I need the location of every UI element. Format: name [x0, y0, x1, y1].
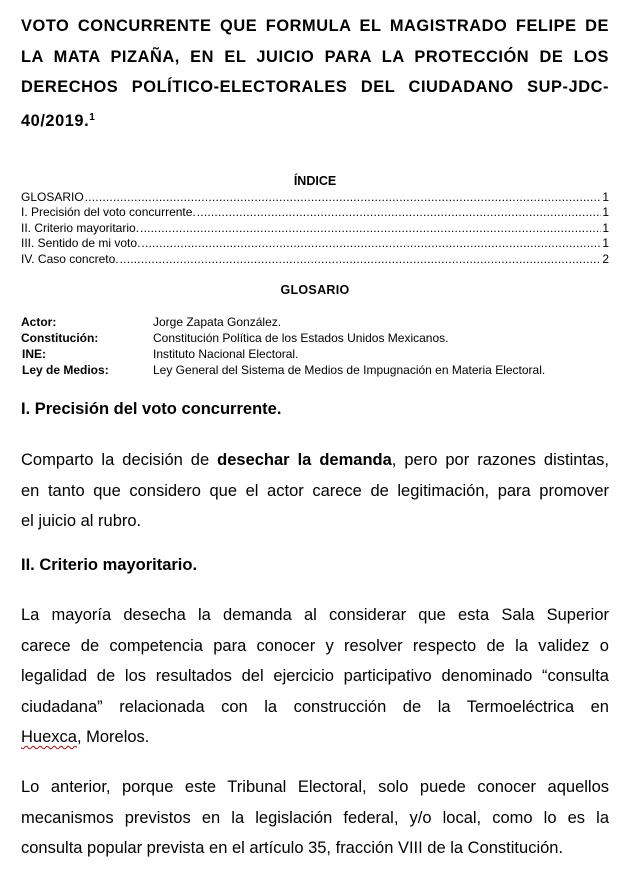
toc-page-number: 1 — [602, 190, 609, 204]
toc-page-number: 1 — [602, 220, 609, 235]
toc-entry-caso[interactable] — [21, 252, 609, 267]
title-line: LA MATA PIZAÑA, EN EL JUICIO PARA LA PROTECCIÓN DE LOS — [21, 47, 609, 66]
glossary-definition: Jorge Zapata González. — [153, 315, 282, 329]
paragraph-line: carece de competencia para conocer y resolver respecto de la validez o — [21, 636, 609, 655]
paragraph-line: ciudadana” relacionada con la construcción de la Termoeléctrica en — [21, 697, 609, 716]
footnote-mark: 1 — [89, 111, 96, 123]
paragraph-line: Lo anterior, porque este Tribunal Electoral, solo puede conocer aquellos — [21, 778, 609, 796]
toc-entry-precision[interactable] — [21, 205, 609, 220]
toc-leader — [140, 221, 601, 235]
glossary-definition: Instituto Nacional Electoral. — [153, 347, 299, 361]
glossary-row — [21, 315, 609, 331]
paragraph-precision — [21, 445, 609, 537]
toc-page-number: 1 — [602, 236, 609, 251]
table-of-contents — [21, 190, 609, 267]
emphasis-text: desechar la demanda — [217, 451, 392, 469]
paragraph-criterio-2 — [21, 772, 609, 864]
toc-leader — [141, 236, 601, 250]
paragraph-line — [21, 722, 609, 753]
toc-entry-label: I. Precisión del voto concurrente. — [21, 205, 196, 220]
text-run: , pero por razones distintas, — [391, 451, 610, 469]
toc-entry-criterio[interactable] — [21, 221, 609, 236]
glossary-definition: Constitución Política de los Estados Unidos Mexicanos. — [153, 331, 449, 345]
paragraph-line: mecanismos previstos en la legislación federal, y/o local, como lo es la — [21, 808, 609, 827]
glossary-term: Constitución: — [21, 331, 99, 345]
toc-leader — [120, 252, 602, 266]
section-heading-criterio: II. Criterio mayoritario. — [21, 556, 198, 574]
section-heading-precision: I. Precisión del voto concurrente. — [21, 400, 282, 418]
index-heading: ÍNDICE — [293, 174, 337, 188]
paragraph-line: en tanto que considero que el actor carece de legitimación, para promover — [21, 481, 609, 500]
toc-entry-label: II. Criterio mayoritario. — [21, 220, 140, 235]
glossary-row — [21, 347, 609, 363]
paragraph-line — [21, 445, 609, 476]
glossary-term: Ley de Medios: — [22, 363, 109, 377]
toc-entry-label: IV. Caso concreto. — [21, 251, 119, 266]
paragraph-line: legalidad de los resultados del ejercicio participativo denominado “consulta — [21, 667, 609, 685]
glossary-heading: GLOSARIO — [280, 283, 350, 297]
glossary-definition: Ley General del Sistema de Medios de Impugnación en Materia Electoral. — [153, 363, 546, 377]
paragraph-line: consulta popular prevista en el artículo 35, fracción VIII de la Constitución. — [21, 839, 564, 857]
glossary-table — [21, 315, 609, 379]
document-title — [21, 11, 609, 136]
toc-entry-label: III. Sentido de mi voto. — [21, 236, 141, 251]
paragraph-criterio-1 — [21, 600, 609, 753]
toc-leader — [197, 205, 602, 219]
title-line: DERECHOS POLÍTICO-ELECTORALES DEL CIUDADANO SUP-JDC- — [21, 78, 609, 96]
glossary-row — [21, 331, 609, 347]
toc-entry-glosario[interactable] — [21, 190, 609, 205]
toc-entry-label: GLOSARIO — [21, 190, 84, 204]
toc-leader — [85, 190, 602, 204]
text-run: Comparto la decisión de — [21, 451, 218, 469]
paragraph-line: el juicio al rubro. — [21, 512, 142, 530]
title-line — [21, 103, 609, 137]
glossary-term: Actor: — [21, 315, 57, 329]
title-line: VOTO CONCURRENTE QUE FORMULA EL MAGISTRADO FELIPE DE — [21, 17, 609, 35]
glossary-term: INE: — [22, 347, 46, 361]
text-run: , Morelos. — [76, 728, 150, 746]
glossary-row — [21, 363, 609, 379]
spellcheck-flagged-word[interactable]: Huexca — [21, 728, 77, 746]
toc-page-number: 2 — [602, 251, 609, 266]
toc-page-number: 1 — [602, 205, 609, 220]
toc-entry-sentido[interactable] — [21, 236, 609, 251]
paragraph-line: La mayoría desecha la demanda al considerar que esta Sala Superior — [21, 606, 609, 624]
title-line-text: 40/2019. — [21, 111, 90, 130]
